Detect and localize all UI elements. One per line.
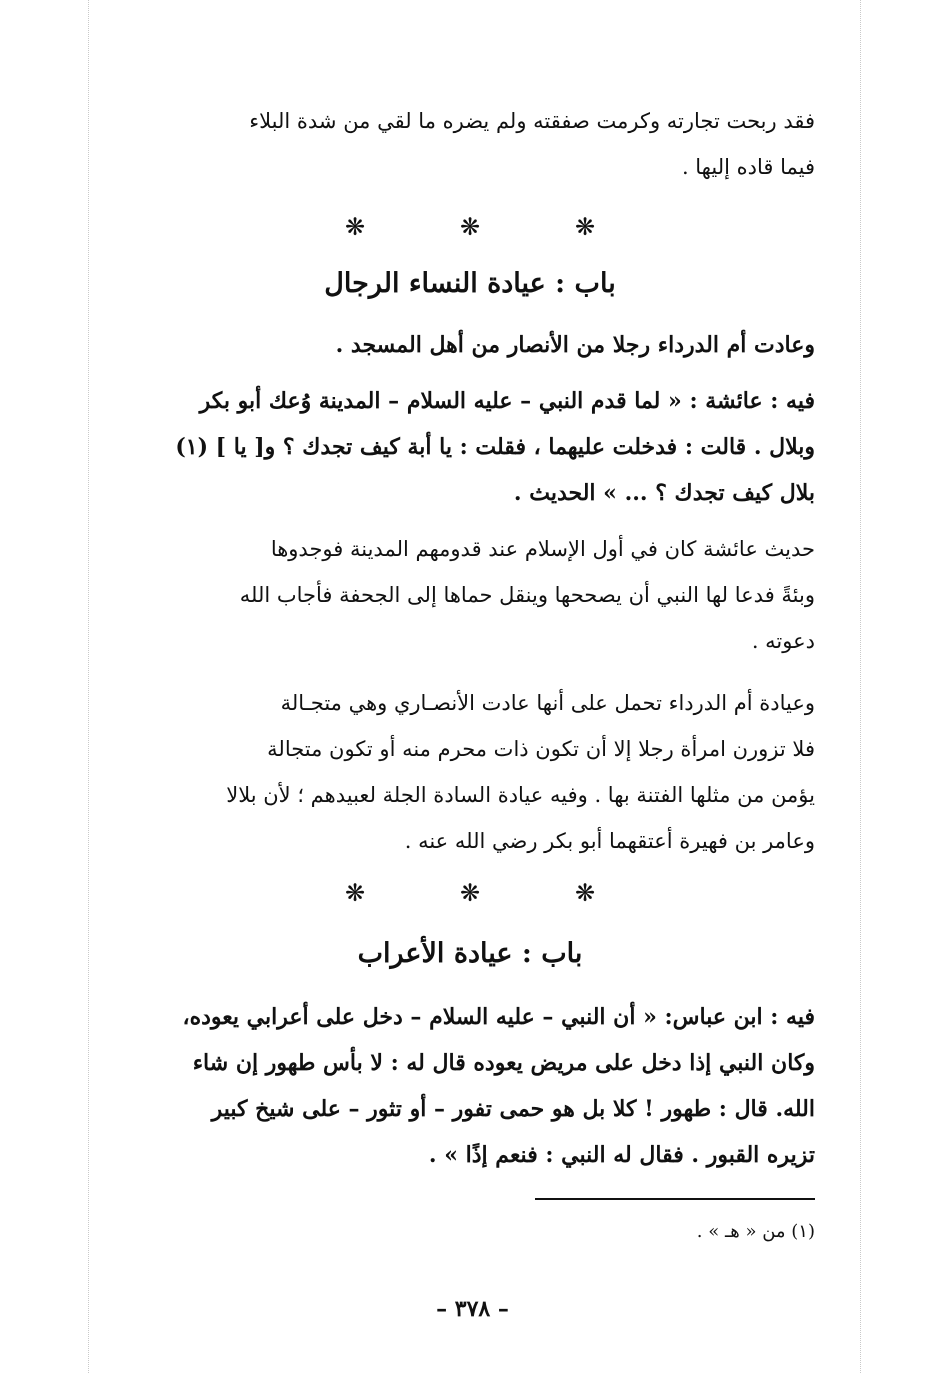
commentary-line: وبئةً فدعا لها النبي أن يصححها وينقل حماها إلى الجحفة فأجاب الله	[239, 583, 815, 607]
section-heading: باب : عيادة النساء الرجال	[324, 268, 616, 299]
commentary-line: فلا تزورن امرأة رجلا إلا أن تكون ذات محرم منه أو تكون متجالة	[267, 737, 815, 761]
commentary-line: وعامر بن فهيرة أعتقهما أبو بكر رضي الله عنه .	[404, 829, 815, 853]
hadith-line: تزيره القبور . فقال له النبي : فنعم إذًا » .	[428, 1142, 815, 1168]
intro-line: فيما قاده إليها .	[681, 155, 815, 179]
hadith-line: فيه : ابن عباس: « أن النبي – عليه السلام – دخل على أعرابي يعوده،	[182, 1004, 815, 1030]
margin-guide-left	[88, 0, 89, 1373]
hadith-paragraph	[125, 994, 815, 1178]
subtitle-line: وعادت أم الدرداء رجلا من الأنصار من أهل المسجد .	[335, 332, 815, 358]
asterism-star-icon: ❋	[344, 213, 366, 241]
commentary-paragraph	[125, 526, 815, 664]
asterism-star-icon: ❋	[459, 213, 481, 241]
commentary-line: يؤمن من مثلها الفتنة بها . وفيه عيادة السادة الجلة لعبيدهم ؛ لأن بلالا	[226, 783, 815, 807]
commentary-line: حديث عائشة كان في أول الإسلام عند قدومهم المدينة فوجدوها	[270, 537, 815, 561]
intro-paragraph	[125, 98, 815, 190]
commentary-line: دعوته .	[751, 629, 815, 653]
hadith-line: الله. قال : طهور ! كلا بل هو حمى تفور – أو تثور – على شيخ كبير	[211, 1096, 815, 1122]
intro-line: فقد ربحت تجارته وكرمت صفقته ولم يضره ما لقي من شدة البلاء	[249, 109, 815, 133]
section-subtitle	[125, 322, 815, 368]
commentary-line: وعيادة أم الدرداء تحمل على أنها عادت الأنصـاري وهي متجـالة	[280, 691, 815, 715]
asterism-star-icon: ❋	[344, 879, 366, 907]
page-number: – ٣٧٨ –	[436, 1296, 509, 1322]
footnote-divider	[535, 1198, 815, 1200]
hadith-paragraph	[125, 378, 815, 516]
footnote: (١) من « هـ » .	[696, 1221, 815, 1242]
hadith-line: وبلال . قالت : فدخلت عليهما ، فقلت : يا أبة كيف تجدك ؟ و[ يا ] (١)	[175, 434, 815, 460]
hadith-line: فيه : عائشة : « لما قدم النبي – عليه السلام – المدينة وُعك أبو بكر	[199, 388, 815, 414]
hadith-line: وكان النبي إذا دخل على مريض يعوده قال له : لا بأس طهور إن شاء	[192, 1050, 815, 1076]
section-heading: باب : عيادة الأعراب	[357, 938, 583, 969]
margin-guide-right	[860, 0, 861, 1373]
section-separator	[340, 212, 600, 242]
asterism-star-icon: ❋	[574, 879, 596, 907]
hadith-line: بلال كيف تجدك ؟ ... » الحديث .	[513, 480, 815, 506]
asterism-star-icon: ❋	[459, 879, 481, 907]
section-separator	[340, 878, 600, 908]
asterism-star-icon: ❋	[574, 213, 596, 241]
commentary-paragraph	[125, 680, 815, 864]
